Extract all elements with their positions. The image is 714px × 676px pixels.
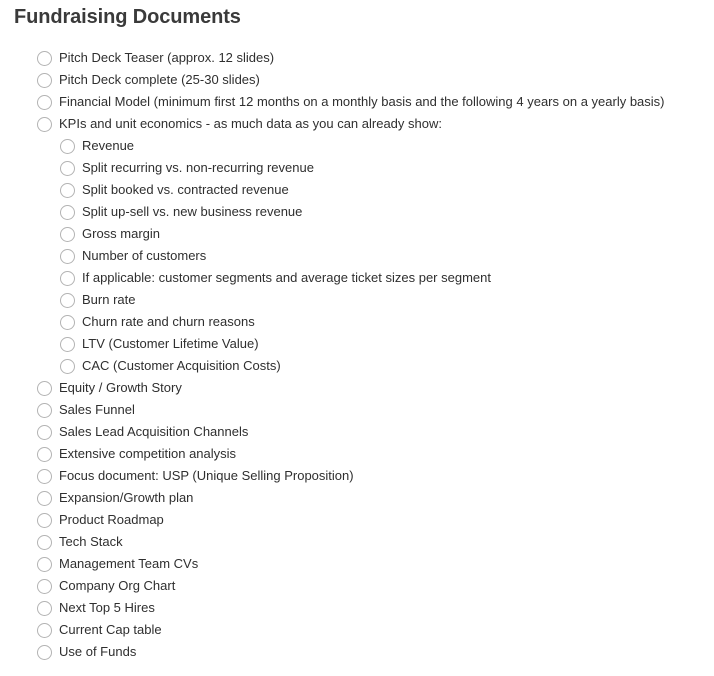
checklist-item-label: Gross margin [82,226,161,241]
checkbox-circle-icon[interactable] [37,403,52,418]
checklist-item-label: If applicable: customer segments and average ticket sizes per segment [82,270,491,285]
checklist-item[interactable] [0,399,714,421]
checklist-item[interactable] [0,553,714,575]
checklist-item-label: Financial Model (minimum first 12 months on a monthly basis and the following 4 years on a yearly basis) [59,94,665,109]
checklist-item[interactable] [0,421,714,443]
checklist-subitem[interactable] [0,267,714,289]
checklist-item[interactable] [0,465,714,487]
checkbox-circle-icon[interactable] [37,95,52,110]
checklist-item[interactable] [0,487,714,509]
checklist-subitem[interactable] [0,223,714,245]
checklist-item[interactable] [0,47,714,69]
checklist-item-label: Split recurring vs. non-recurring revenue [82,160,314,175]
checkbox-circle-icon[interactable] [60,227,75,242]
checklist-item-label: Company Org Chart [59,578,176,593]
checkbox-circle-icon[interactable] [37,381,52,396]
checkbox-circle-icon[interactable] [37,51,52,66]
checklist-item-label: Extensive competition analysis [59,446,237,461]
checkbox-circle-icon[interactable] [37,469,52,484]
checklist-item[interactable] [0,113,714,135]
checkbox-circle-icon[interactable] [37,579,52,594]
checkbox-circle-icon[interactable] [60,359,75,374]
checklist-item[interactable] [0,575,714,597]
checkbox-circle-icon[interactable] [37,601,52,616]
checklist-subitem[interactable] [0,179,714,201]
checklist-item-label: Next Top 5 Hires [59,600,155,615]
checklist-subitem[interactable] [0,157,714,179]
checklist-subitem[interactable] [0,201,714,223]
checklist [0,47,714,663]
checklist-item-label: Burn rate [82,292,136,307]
checkbox-circle-icon[interactable] [37,557,52,572]
checklist-item-label: Focus document: USP (Unique Selling Proposition) [59,468,354,483]
checklist-item-label: Management Team CVs [59,556,199,571]
checkbox-circle-icon[interactable] [37,645,52,660]
checklist-subitem[interactable] [0,333,714,355]
checklist-item-label: Sales Funnel [59,402,135,417]
checklist-subitem[interactable] [0,245,714,267]
checklist-subitem[interactable] [0,355,714,377]
checklist-item-label: KPIs and unit economics - as much data as you can already show: [59,116,442,131]
checkbox-circle-icon[interactable] [37,623,52,638]
checklist-item-label: Tech Stack [59,534,123,549]
checklist-item[interactable] [0,377,714,399]
checklist-item[interactable] [0,69,714,91]
checklist-item-label: LTV (Customer Lifetime Value) [82,336,259,351]
checkbox-circle-icon[interactable] [60,271,75,286]
checklist-item-label: Equity / Growth Story [59,380,182,395]
checklist-item-label: Split up-sell vs. new business revenue [82,204,303,219]
checkbox-circle-icon[interactable] [60,183,75,198]
checklist-item-label: Product Roadmap [59,512,164,527]
checkbox-circle-icon[interactable] [37,513,52,528]
checklist-item-label: Revenue [82,138,135,153]
checkbox-circle-icon[interactable] [60,205,75,220]
checkbox-circle-icon[interactable] [60,249,75,264]
checkbox-circle-icon[interactable] [37,425,52,440]
checklist-item-label: Expansion/Growth plan [59,490,194,505]
checklist-item-label: Pitch Deck Teaser (approx. 12 slides) [59,50,275,65]
checklist-item[interactable] [0,641,714,663]
checkbox-circle-icon[interactable] [37,73,52,88]
checklist-item[interactable] [0,443,714,465]
page-title: Fundraising Documents [14,6,241,28]
checkbox-circle-icon[interactable] [60,315,75,330]
checklist-item-label: Number of customers [82,248,207,263]
checklist-item-label: Current Cap table [59,622,162,637]
checklist-item[interactable] [0,91,714,113]
checklist-item[interactable] [0,619,714,641]
checklist-item[interactable] [0,531,714,553]
checklist-subitem[interactable] [0,135,714,157]
checkbox-circle-icon[interactable] [37,535,52,550]
checklist-item-label: Split booked vs. contracted revenue [82,182,289,197]
checklist-item-label: Sales Lead Acquisition Channels [59,424,249,439]
checklist-item-label: Pitch Deck complete (25-30 slides) [59,72,260,87]
checklist-item-label: Use of Funds [59,644,137,659]
checkbox-circle-icon[interactable] [37,117,52,132]
checkbox-circle-icon[interactable] [37,491,52,506]
checkbox-circle-icon[interactable] [60,139,75,154]
checkbox-circle-icon[interactable] [60,337,75,352]
checklist-subitem[interactable] [0,311,714,333]
checklist-item-label: CAC (Customer Acquisition Costs) [82,358,281,373]
checklist-item[interactable] [0,597,714,619]
checkbox-circle-icon[interactable] [37,447,52,462]
checkbox-circle-icon[interactable] [60,293,75,308]
checkbox-circle-icon[interactable] [60,161,75,176]
checklist-item-label: Churn rate and churn reasons [82,314,255,329]
checklist-subitem[interactable] [0,289,714,311]
checklist-item[interactable] [0,509,714,531]
